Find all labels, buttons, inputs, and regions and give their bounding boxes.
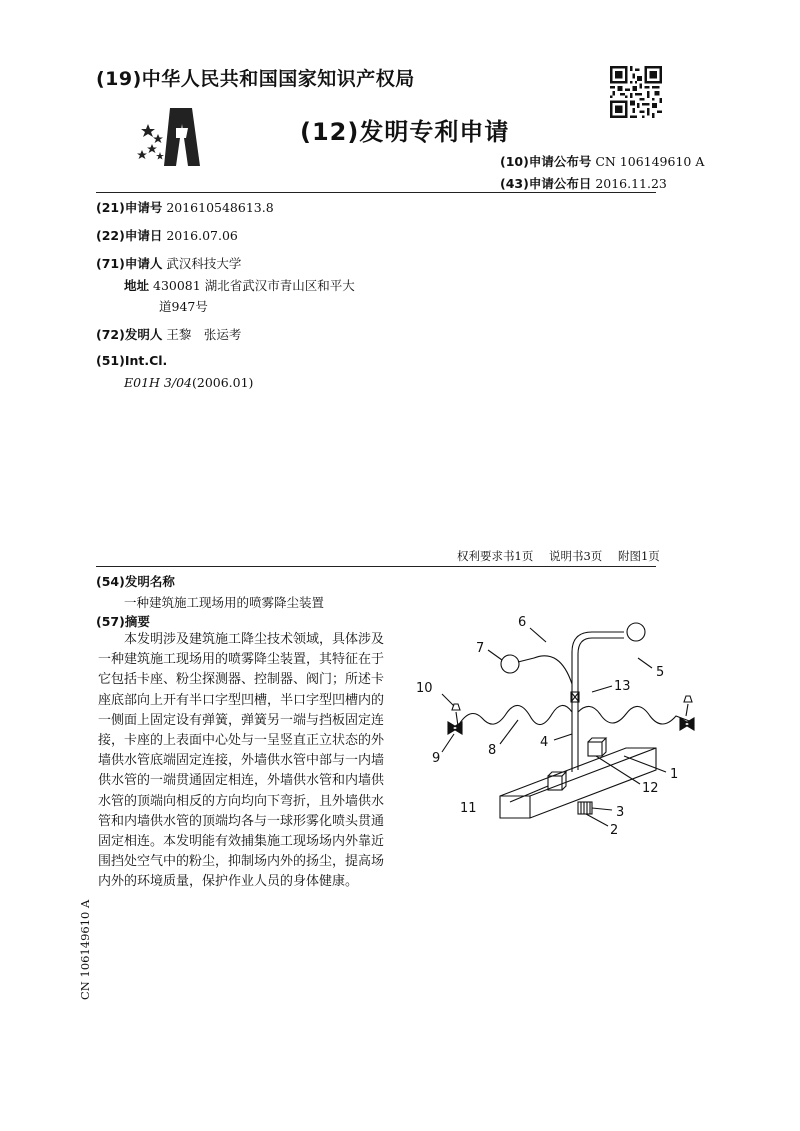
device-figure: [400, 606, 700, 856]
inventors-label: (72)发明人: [96, 327, 163, 342]
figure-label-5: 5: [656, 665, 665, 680]
publication-number: [500, 152, 704, 170]
figure-label-2: 2: [610, 823, 619, 838]
controller-12: [588, 742, 602, 756]
figure-label-1: 1: [670, 767, 679, 782]
applicant: [96, 254, 241, 272]
figure-label-10: 10: [416, 681, 433, 696]
address-line-1: 430081 湖北省武汉市青山区和平大: [153, 278, 355, 293]
spring-hose: [458, 705, 692, 726]
invention-title: 一种建筑施工现场用的喷雾降尘装置: [124, 595, 325, 610]
figure-label-13: 13: [614, 679, 631, 694]
figure-label-12: 12: [642, 781, 659, 796]
page-counts: [457, 548, 672, 564]
figure-label-11: 11: [460, 801, 477, 816]
application-date: [96, 226, 238, 244]
figure-label-3: 3: [616, 805, 625, 820]
figure-label-8: 8: [488, 743, 497, 758]
abstract-label-text: (57)摘要: [96, 614, 150, 629]
figure-label-9: 9: [432, 751, 441, 766]
figure-label-7: 7: [476, 641, 485, 656]
header-divider: [96, 192, 656, 193]
side-publication-code: CN 106149610 A: [78, 899, 92, 1000]
drawings-pages: 附图1页: [617, 549, 660, 563]
invention-title-label: [96, 572, 175, 590]
int-cl-label-text: (51)Int.Cl.: [96, 353, 168, 368]
abstract-label: [96, 612, 150, 630]
document-type-title: (12)发明专利申请: [300, 118, 510, 146]
applicant-value: 武汉科技大学: [166, 256, 242, 271]
inner-pipe: [518, 656, 572, 684]
application-number: [96, 198, 274, 216]
ipc-version: (2006.01): [191, 375, 254, 390]
abstract-text: 本发明涉及建筑施工降尘技术领域，具体涉及一种建筑施工现场用的喷雾降尘装置，其特征在于它包括卡座、粉尘探测器、控制器、阀门；所述卡座底部向上开有半口字型凹槽，半口字型凹槽内的一侧面上固定设有弹簧，弹簧另一端与挡板固定连接，卡座的上表面中心处与一呈竖直正立状态的外墙供水管底端固定连接，外墙供水管中部与一内墙供水管的一端贯通固定相连，外墙供水管和内墙供水管的顶端向相反的方向均向下弯折，且外墙供水管和内墙供水管的顶端均各与一球形雾化喷头贯通固定相连。本发明能有效捕集施工现场场内外靠近围挡处空气中的粉尘，抑制场内外的扬尘，提高场内外的环境质量，保护作业人员的身体健康。: [98, 632, 385, 890]
application-number-label: (21)申请号: [96, 200, 163, 215]
ipc-code: E01H 3/04: [124, 375, 192, 390]
cnipa-logo: [130, 102, 220, 172]
inventors-value: 王黎 张运考: [166, 327, 242, 342]
publication-number-label: (10)申请公布号: [500, 154, 592, 169]
section-divider: [96, 566, 656, 567]
applicant-address: [124, 276, 355, 294]
ipc-classification: [124, 375, 253, 390]
description-pages: 说明书3页: [548, 549, 603, 563]
publication-date-label: (43)申请公布日: [500, 176, 592, 191]
figure-label-6: 6: [518, 615, 527, 630]
application-date-value: 2016.07.06: [166, 228, 238, 243]
qr-code-icon: [610, 66, 662, 118]
application-date-label: (22)申请日: [96, 228, 163, 243]
inventors: [96, 325, 241, 343]
figure-label-4: 4: [540, 735, 549, 750]
claims-pages: 权利要求书1页: [457, 549, 534, 563]
patent-office-name: (19)中华人民共和国国家知识产权局: [96, 68, 415, 90]
spray-head-7: [501, 655, 519, 673]
publication-number-value: CN 106149610 A: [595, 154, 705, 169]
invention-title-label-text: (54)发明名称: [96, 574, 175, 589]
address-line-2: 道947号: [159, 299, 208, 314]
address-label: 地址: [124, 278, 150, 293]
int-cl-label: [96, 353, 167, 368]
publication-date-value: 2016.11.23: [595, 176, 667, 191]
outer-pipe: [572, 632, 624, 772]
application-number-value: 201610548613.8: [166, 200, 274, 215]
spray-head-5: [627, 623, 645, 641]
applicant-label: (71)申请人: [96, 256, 163, 271]
publication-date: [500, 174, 667, 192]
